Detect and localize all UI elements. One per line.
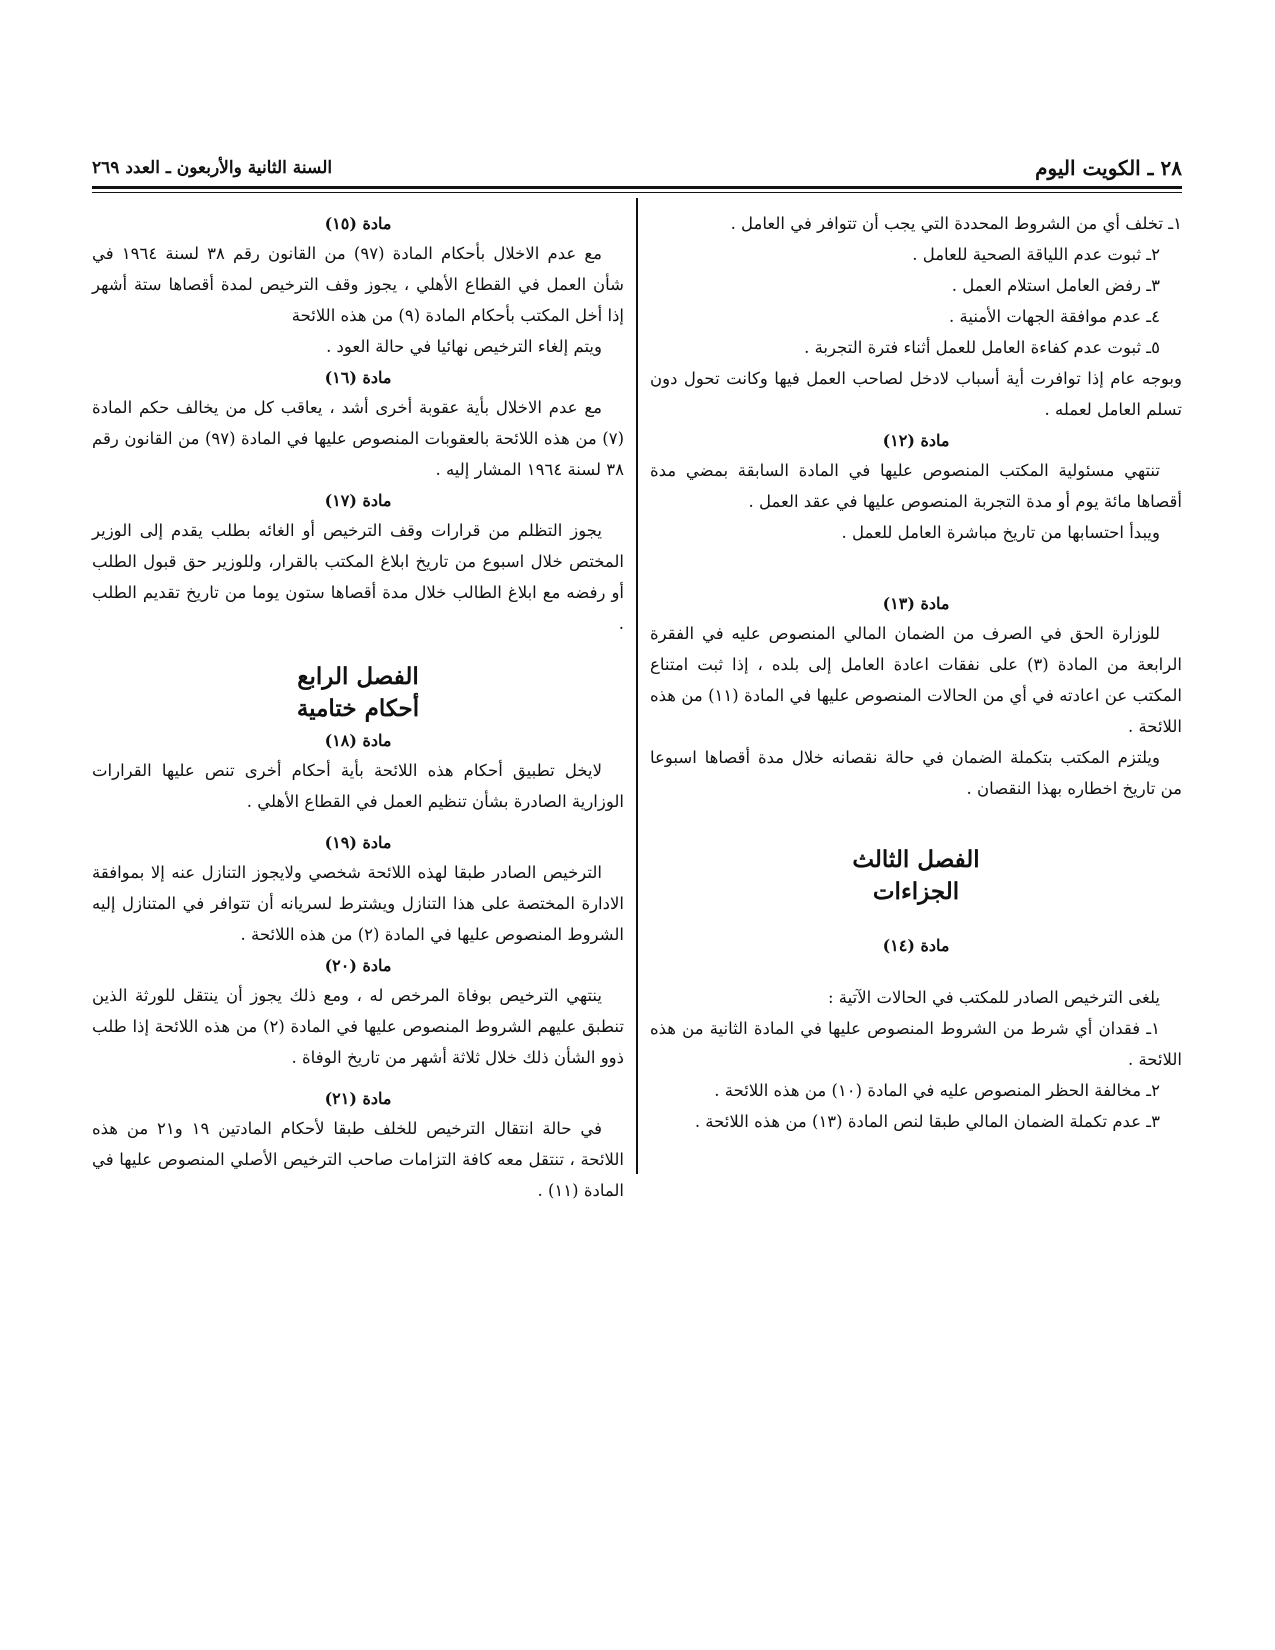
article-20-text: ينتهي الترخيص بوفاة المرخص له ، ومع ذلك يجوز أن ينتقل للورثة الذين تنطبق عليهم الشروط المنصوص عليها في المادة (٢) من هذه اللائحة إذا طلب ذوو الشأن ذلك خلال ثلاثة أشهر من تاريخ الوفاة .	[92, 986, 624, 1067]
page-header	[92, 156, 1182, 186]
list-item: ٥ـ ثبوت عدم كفاءة العامل للعمل أثناء فترة التجربة .	[804, 338, 1160, 357]
list-item: ١ـ فقدان أي شرط من الشروط المنصوص عليها في المادة الثانية من هذه اللائحة .	[650, 1019, 1182, 1069]
article-13-text-2: ويلتزم المكتب بتكملة الضمان في حالة نقصانه خلال مدة أقصاها اسبوعا من تاريخ اخطاره بهذا النقصان .	[650, 748, 1182, 798]
article-17-text: يجوز التظلم من قرارات وقف الترخيص أو الغائه بطلب يقدم إلى الوزير المختص خلال اسبوع من تاريخ ابلاغ المكتب بالقرار، وللوزير حق قبول الطلب أو رفضه مع ابلاغ الطالب خلال مدة أقصاها ستون يوما من تاريخ تقديم الطلب .	[92, 521, 624, 633]
right-column	[650, 208, 1182, 1137]
chapter-3-subtitle: الجزاءات	[872, 878, 960, 905]
page-title: ٢٨ ـ الكويت اليوم	[1035, 156, 1182, 180]
chapter-4-title: الفصل الرابع	[297, 663, 419, 690]
column-divider	[636, 198, 638, 1174]
article-15-text-2: ويتم إلغاء الترخيص نهائيا في حالة العود .	[326, 337, 602, 356]
list-item: ٤ـ عدم موافقة الجهات الأمنية .	[949, 307, 1160, 326]
list-item: ٢ـ مخالفة الحظر المنصوص عليه في المادة (١٠) من هذه اللائحة .	[714, 1081, 1160, 1100]
article-20-title: مادة (٢٠)	[324, 956, 392, 975]
article-21-text: في حالة انتقال الترخيص للخلف طبقا لأحكام المادتين ١٩ و٢١ من هذه اللائحة ، تنتقل معه كافة التزامات صاحب الترخيص الأصلي المنصوص عليها في المادة (١١) .	[92, 1119, 624, 1200]
article-12-text: تنتهي مسئولية المكتب المنصوص عليها في المادة السابقة بمضي مدة أقصاها مائة يوم أو مدة التجربة المنصوص عليها في عقد العمل .	[650, 461, 1182, 511]
list-item: ١ـ تخلف أي من الشروط المحددة التي يجب أن تتوافر في العامل .	[730, 214, 1182, 233]
header-rule-thick	[92, 186, 1182, 189]
article-18-text: لايخل تطبيق أحكام هذه اللائحة بأية أحكام أخرى تنص عليها القرارات الوزارية الصادرة بشأن تنظيم العمل في القطاع الأهلي .	[92, 761, 624, 811]
article-19-text: الترخيص الصادر طبقا لهذه اللائحة شخصي ولايجوز التنازل عنه إلا بموافقة الادارة المختصة على هذا التنازل ويشترط لسريانه أن تتوافر في المتنازل إليه الشروط المنصوص عليها في المادة (٢) من هذه اللائحة .	[92, 863, 624, 944]
article-13-title: مادة (١٣)	[882, 594, 950, 613]
article-21-title: مادة (٢١)	[324, 1089, 392, 1108]
article-17-title: مادة (١٧)	[324, 491, 392, 510]
article-18-title: مادة (١٨)	[324, 731, 392, 750]
list-item: ٣ـ عدم تكملة الضمان المالي طبقا لنص المادة (١٣) من هذه اللائحة .	[694, 1112, 1160, 1131]
left-column	[92, 208, 624, 1206]
article-14-intro: يلغى الترخيص الصادر للمكتب في الحالات الآتية :	[828, 988, 1160, 1007]
article-15-title: مادة (١٥)	[324, 214, 392, 233]
article-16-title: مادة (١٦)	[324, 368, 392, 387]
issue-info: السنة الثانية والأربعون ـ العدد ٢٦٩	[92, 158, 333, 178]
chapter-3-title: الفصل الثالث	[852, 846, 980, 873]
header-rule-thin	[92, 192, 1182, 193]
list-item: ٢ـ ثبوت عدم اللياقة الصحية للعامل .	[912, 245, 1160, 264]
list-item: ٣ـ رفض العامل استلام العمل .	[951, 276, 1160, 295]
article-19-title: مادة (١٩)	[324, 833, 392, 852]
article-13-text: للوزارة الحق في الصرف من الضمان المالي المنصوص عليه في الفقرة الرابعة من المادة (٣) على نفقات اعادة العامل إلى بلده ، إذا ثبت امتناع المكتب عن اعادته في أي من الحالات المنصوص عليها في المادة (١١) من هذه اللائحة .	[650, 624, 1182, 736]
article-14-title: مادة (١٤)	[882, 936, 950, 955]
article-12-title: مادة (١٢)	[882, 431, 950, 450]
general-clause: وبوجه عام إذا توافرت أية أسباب لادخل لصاحب العمل فيها وكانت تحول دون تسلم العامل لعمله .	[650, 369, 1182, 419]
article-12-text-2: ويبدأ احتسابها من تاريخ مباشرة العامل للعمل .	[841, 523, 1160, 542]
chapter-4-subtitle: أحكام ختامية	[296, 695, 420, 722]
article-15-text: مع عدم الاخلال بأحكام المادة (٩٧) من القانون رقم ٣٨ لسنة ١٩٦٤ في شأن العمل في القطاع الأهلي ، يجوز وقف الترخيص لمدة أقصاها ستة أشهر إذا أخل المكتب بأحكام المادة (٩) من هذه اللائحة	[92, 244, 624, 325]
article-16-text: مع عدم الاخلال بأية عقوبة أخرى أشد ، يعاقب كل من يخالف حكم المادة (٧) من هذه اللائحة بالعقوبات المنصوص عليها في المادة (٩٧) من القانون رقم ٣٨ لسنة ١٩٦٤ المشار إليه .	[92, 398, 624, 479]
